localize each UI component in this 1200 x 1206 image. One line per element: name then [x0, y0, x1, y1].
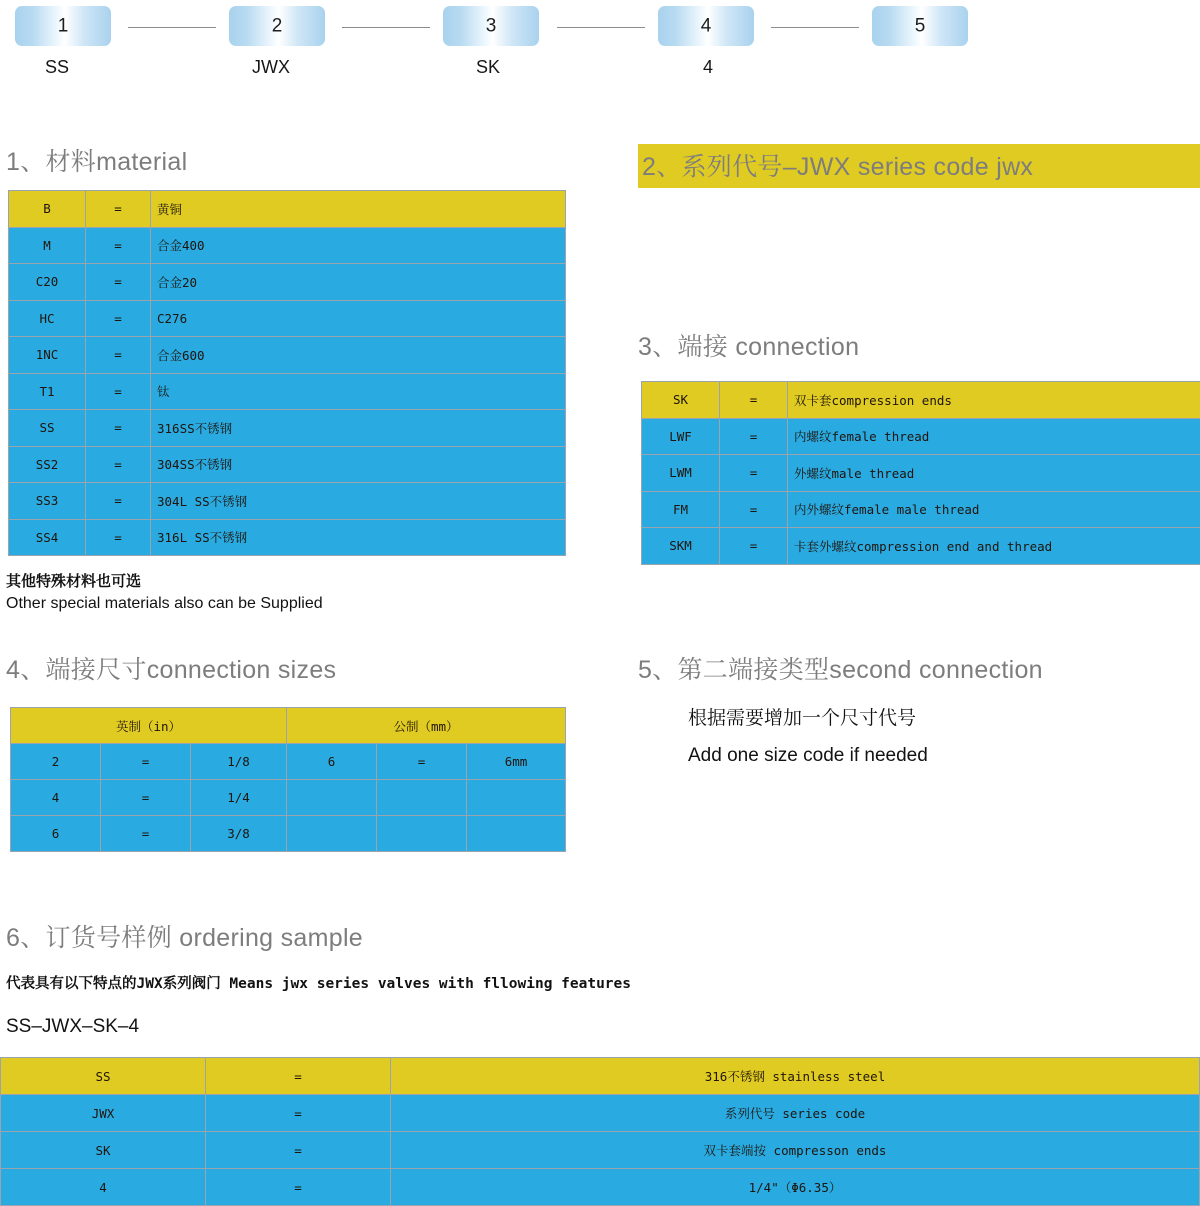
material-desc: 304SS不锈钢: [151, 446, 566, 483]
connection-desc: 内外螺纹female male thread: [788, 491, 1200, 528]
material-desc: 钛: [151, 373, 566, 410]
equals-sign: =: [720, 455, 788, 492]
chain-node-1: [15, 6, 111, 46]
table-row: [1, 1095, 1200, 1132]
table-row: [9, 264, 566, 301]
metric-code: [287, 816, 377, 852]
equals-sign: [377, 816, 467, 852]
chain-node-number: 5: [914, 15, 926, 37]
chain-connector-line: [128, 27, 216, 28]
equals-sign: =: [206, 1132, 391, 1169]
imperial-value: 3/8: [191, 816, 287, 852]
ordering-code: JWX: [1, 1095, 206, 1132]
material-note-english: Other special materials also can be Supplied: [6, 595, 323, 612]
material-desc: 合金20: [151, 264, 566, 301]
sizes-header-imperial: 英制（in）: [11, 708, 287, 744]
equals-sign: =: [101, 744, 191, 780]
material-desc: 316L SS不锈钢: [151, 519, 566, 556]
table-row: [1, 1169, 1200, 1206]
material-code: SS2: [9, 446, 86, 483]
table-row: [9, 446, 566, 483]
material-desc: 304L SS不锈钢: [151, 483, 566, 520]
section-2-heading-banner: 2、系列代号–JWX series code jwx: [638, 144, 1200, 188]
ordering-code: SK: [1, 1132, 206, 1169]
material-code: 1NC: [9, 337, 86, 374]
material-code: SS3: [9, 483, 86, 520]
chain-node-2: [229, 6, 325, 46]
chain-label-1: SS: [45, 57, 70, 77]
connection-desc: 外螺纹male thread: [788, 455, 1200, 492]
metric-value: [467, 780, 566, 816]
section-6-heading: 6、订货号样例 ordering sample: [6, 924, 364, 952]
connection-code: LWF: [642, 418, 720, 455]
equals-sign: [377, 780, 467, 816]
chain-label-3: SK: [476, 57, 501, 77]
equals-sign: =: [377, 744, 467, 780]
section-4-heading: 4、端接尺寸connection sizes: [6, 656, 337, 684]
table-row: [642, 418, 1200, 455]
material-desc: 合金400: [151, 227, 566, 264]
material-code: SS: [9, 410, 86, 447]
connection-desc: 卡套外螺纹compression end and thread: [788, 528, 1200, 565]
table-row: [1, 1132, 1200, 1169]
chain-node-3: [443, 6, 539, 46]
ordering-sample-code: SS–JWX–SK–4: [6, 1016, 140, 1037]
equals-sign: =: [206, 1058, 391, 1095]
table-row: [9, 191, 566, 228]
equals-sign: =: [720, 528, 788, 565]
table-row: [9, 410, 566, 447]
ordering-sample-table: [0, 1057, 1200, 1206]
table-row: [9, 483, 566, 520]
ordering-desc: 1/4"（Φ6.35）: [391, 1169, 1200, 1206]
table-row: [11, 744, 566, 780]
metric-value: [467, 816, 566, 852]
chain-label-4: 4: [703, 57, 714, 77]
code-chain-diagram: [0, 0, 1200, 100]
table-row: [11, 708, 566, 744]
material-desc: 合金600: [151, 337, 566, 374]
equals-sign: =: [86, 483, 151, 520]
connection-sizes-table: [10, 707, 566, 852]
table-row: [1, 1058, 1200, 1095]
equals-sign: =: [206, 1169, 391, 1206]
equals-sign: =: [86, 300, 151, 337]
connection-code: SK: [642, 382, 720, 419]
material-desc: C276: [151, 300, 566, 337]
table-row: [9, 227, 566, 264]
table-row: [11, 816, 566, 852]
table-row: [642, 455, 1200, 492]
table-row: [9, 337, 566, 374]
table-row: [642, 528, 1200, 565]
material-code: HC: [9, 300, 86, 337]
imperial-code: 4: [11, 780, 101, 816]
chain-node-number: 3: [485, 15, 497, 37]
equals-sign: =: [86, 373, 151, 410]
imperial-value: 1/4: [191, 780, 287, 816]
table-row: [11, 780, 566, 816]
ordering-desc: 316不锈钢 stainless steel: [391, 1058, 1200, 1095]
metric-value: 6mm: [467, 744, 566, 780]
equals-sign: =: [720, 418, 788, 455]
equals-sign: =: [206, 1095, 391, 1132]
imperial-code: 6: [11, 816, 101, 852]
metric-code: [287, 780, 377, 816]
ordering-desc: 系列代号 series code: [391, 1095, 1200, 1132]
table-row: [9, 373, 566, 410]
section-1-heading: 1、材料material: [6, 148, 188, 176]
second-connection-note-chinese: 根据需要增加一个尺寸代号: [688, 708, 917, 729]
material-code: B: [9, 191, 86, 228]
material-code: M: [9, 227, 86, 264]
equals-sign: =: [86, 410, 151, 447]
table-row: [9, 300, 566, 337]
material-desc: 黄铜: [151, 191, 566, 228]
table-row: [642, 491, 1200, 528]
chain-node-number: 4: [700, 15, 712, 37]
chain-connector-line: [342, 27, 430, 28]
material-table: [8, 190, 566, 556]
equals-sign: =: [86, 227, 151, 264]
material-desc: 316SS不锈钢: [151, 410, 566, 447]
second-connection-note-english: Add one size code if needed: [688, 745, 928, 766]
chain-node-number: 2: [271, 15, 283, 37]
imperial-value: 1/8: [191, 744, 287, 780]
section-5-heading: 5、第二端接类型second connection: [638, 656, 1043, 684]
connection-code: SKM: [642, 528, 720, 565]
material-note-chinese: 其他特殊材料也可选: [6, 572, 142, 590]
section-3-heading: 3、端接 connection: [638, 333, 860, 361]
equals-sign: =: [86, 446, 151, 483]
material-code: C20: [9, 264, 86, 301]
sizes-header-metric: 公制（mm）: [287, 708, 566, 744]
equals-sign: =: [101, 780, 191, 816]
table-row: [9, 519, 566, 556]
connection-table: [641, 381, 1200, 565]
metric-code: 6: [287, 744, 377, 780]
imperial-code: 2: [11, 744, 101, 780]
equals-sign: =: [86, 337, 151, 374]
connection-desc: 双卡套compression ends: [788, 382, 1200, 419]
table-row: [642, 382, 1200, 419]
chain-node-number: 1: [57, 15, 69, 37]
chain-connector-line: [557, 27, 645, 28]
chain-label-2: JWX: [252, 57, 290, 77]
material-code: T1: [9, 373, 86, 410]
equals-sign: =: [720, 382, 788, 419]
equals-sign: =: [86, 519, 151, 556]
material-code: SS4: [9, 519, 86, 556]
ordering-code: 4: [1, 1169, 206, 1206]
chain-node-4: [658, 6, 754, 46]
equals-sign: =: [101, 816, 191, 852]
equals-sign: =: [720, 491, 788, 528]
equals-sign: =: [86, 264, 151, 301]
connection-code: LWM: [642, 455, 720, 492]
chain-node-5: [872, 6, 968, 46]
connection-desc: 内螺纹female thread: [788, 418, 1200, 455]
chain-connector-line: [771, 27, 859, 28]
ordering-code: SS: [1, 1058, 206, 1095]
connection-code: FM: [642, 491, 720, 528]
equals-sign: =: [86, 191, 151, 228]
ordering-means-line: 代表具有以下特点的JWX系列阀门 Means jwx series valves with fllowing features: [6, 976, 631, 992]
ordering-desc: 双卡套端按 compresson ends: [391, 1132, 1200, 1169]
